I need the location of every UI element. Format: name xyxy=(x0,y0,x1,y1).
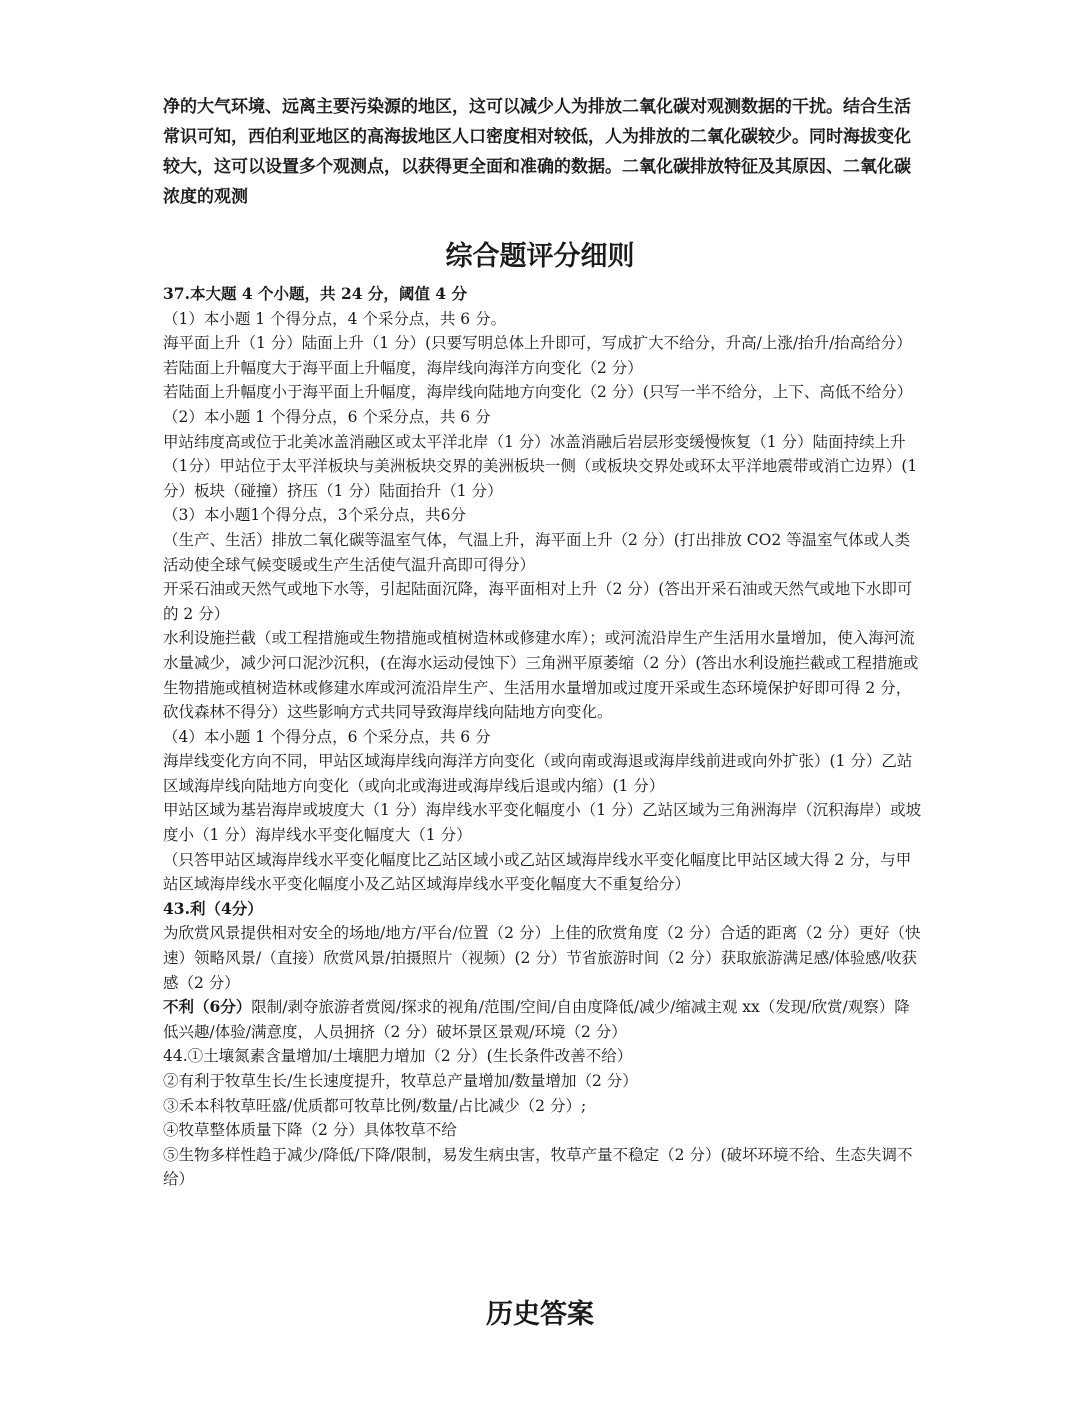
q43-advantages-text: 为欣赏风景提供相对安全的场地/地方/平台/位置（2 分）上佳的欣赏角度（2 分）合适的距离（2 分）更好（快速）领略风景/（直接）欣赏风景/拍摄照片（视频）(2 分）节省旅游时间（2 分）获取旅游满足感/体验感/收获感（2 分） xyxy=(163,924,921,992)
q37-part1-text-b: 若陆面上升幅度小于海平面上升幅度，海岸线向陆地方向变化（2 分）(只写一半不给分，上下、高低不给分） xyxy=(163,383,913,402)
q37-part4-text-c: （只答甲站区域海岸线水平变化幅度比乙站区域小或乙站区域海岸线水平变化幅度比甲站区域大得 2 分，与甲站区域海岸线水平变化幅度小及乙站区域海岸线水平变化幅度大不重复给分） xyxy=(163,850,912,894)
q37-part2-heading: （2）本小题 1 个得分点，6 个采分点，共 6 分 xyxy=(163,407,491,426)
section-title-history-answers: 历史答案 xyxy=(486,1299,594,1330)
section-title-scoring-rules: 综合题评分细则 xyxy=(445,241,635,272)
q37-part3-text-a: （生产、生活）排放二氧化碳等温室气体，气温上升，海平面上升（2 分）(打出排放 CO2 等温室气体或人类活动使全球气候变暖或生产生活使气温升高即可得分） xyxy=(163,530,911,574)
q37-part3-text-c: 水利设施拦截（或工程措施或生物措施或植树造林或修建水库）；或河流沿岸生产生活用水量增加，使入海河流水量减少，减少河口泥沙沉积，(在海水运动侵蚀下）三角洲平原萎缩（2 分）(答出水利设施拦截或工程措施或生物措施或植树造林或修建水库或河流沿岸生产、生活用水量增加或过度开采或生态环境保护好即可得 2 分，砍伐森林不得分）这些影响方式共同导致海岸线向陆地方向变化。 xyxy=(163,629,919,722)
q44-item-5: ⑤生物多样性趋于减少/降低/下降/限制，易发生病虫害，牧草产量不稳定（2 分）(破坏环境不给、生态失调不给） xyxy=(163,1145,913,1189)
q43-disadvantages-text: 限制/剥夺旅游者赏阅/探求的视角/范围/空间/自由度降低/减少/缩减主观 xx（发现/欣赏/观察）降低兴趣/体验/满意度，人员拥挤（2 分）破坏景区景观/环境（2 分） xyxy=(163,998,910,1041)
q37-part3-heading: （3）本小题1个得分点，3个采分点，共6分 xyxy=(163,506,466,525)
q37-part3-text-b: 开采石油或天然气或地下水等，引起陆面沉降，海平面相对上升（2 分）(答出开采石油或天然气或地下水即可的 2 分） xyxy=(163,580,913,623)
q44-item-2: ②有利于牧草生长/生长速度提升，牧草总产量增加/数量增加（2 分） xyxy=(163,1072,638,1090)
q44-item-1: 44.①土壤氮素含量增加/土壤肥力增加（2 分）(生长条件改善不给） xyxy=(163,1047,633,1066)
q44-item-3: ③禾本科牧草旺盛/优质都可牧草比例/数量/占比减少（2 分）; xyxy=(163,1096,587,1115)
q43-disadvantages xyxy=(163,995,923,1044)
scoring-body xyxy=(163,282,923,1192)
intro-paragraph: 净的大气环境、远离主要污染源的地区，这可以减少人为排放二氧化碳对观测数据的干扰。结合生活常识可知，西伯利亚地区的高海拔地区人口密度相对较低，人为排放的二氧化碳较少。同时海拔变化较大，这可以设置多个观测点，以获得更全面和准确的数据。二氧化碳排放特征及其原因、二氧化碳浓度的观测 xyxy=(163,97,911,207)
q37-part1-heading: （1）本小题 1 个得分点，4 个采分点，共 6 分。 xyxy=(163,309,507,328)
q37-part4-text-a: 海岸线变化方向不同，甲站区域海岸线向海洋方向变化（或向南或海退或海岸线前进或向外扩张）(1 分）乙站区域海岸线向陆地方向变化（或向北或海进或海岸线后退或内缩）(1 分） xyxy=(163,752,913,795)
q44-item-4: ④牧草整体质量下降（2 分）具体牧草不给 xyxy=(163,1121,457,1140)
q37-part2-text-a: 甲站纬度高或位于北美冰盖消融区或太平洋北岸（1 分）冰盖消融后岩层形变缓慢恢复（1 分）陆面持续上升（1分）甲站位于太平洋板块与美洲板块交界的美洲板块一侧（或板块交界处或环太平洋地震带或消亡边界）(1 分）板块（碰撞）挤压（1 分）陆面抬升（1 分） xyxy=(163,432,918,500)
q43-disadvantages-label: 不利（6分） xyxy=(163,997,252,1017)
q37-part1-text-a: 海平面上升（1 分）陆面上升（1 分）(只要写明总体上升即可，写成扩大不给分，升高/上涨/抬升/抬高给分）若陆面上升幅度大于海平面上升幅度，海岸线向海洋方向变化（2 分） xyxy=(163,334,912,377)
q43-heading: 43.利（4分） xyxy=(163,898,263,918)
q37-part4-text-b: 甲站区域为基岩海岸或坡度大（1 分）海岸线水平变化幅度小（1 分）乙站区域为三角洲海岸（沉积海岸）或坡度小（1 分）海岸线水平变化幅度大（1 分） xyxy=(163,801,922,845)
q37-heading: 37.本大题 4 个小题，共 24 分，阈值 4 分 xyxy=(163,284,467,303)
q37-part4-heading: （4）本小题 1 个得分点，6 个采分点，共 6 分 xyxy=(163,727,491,746)
